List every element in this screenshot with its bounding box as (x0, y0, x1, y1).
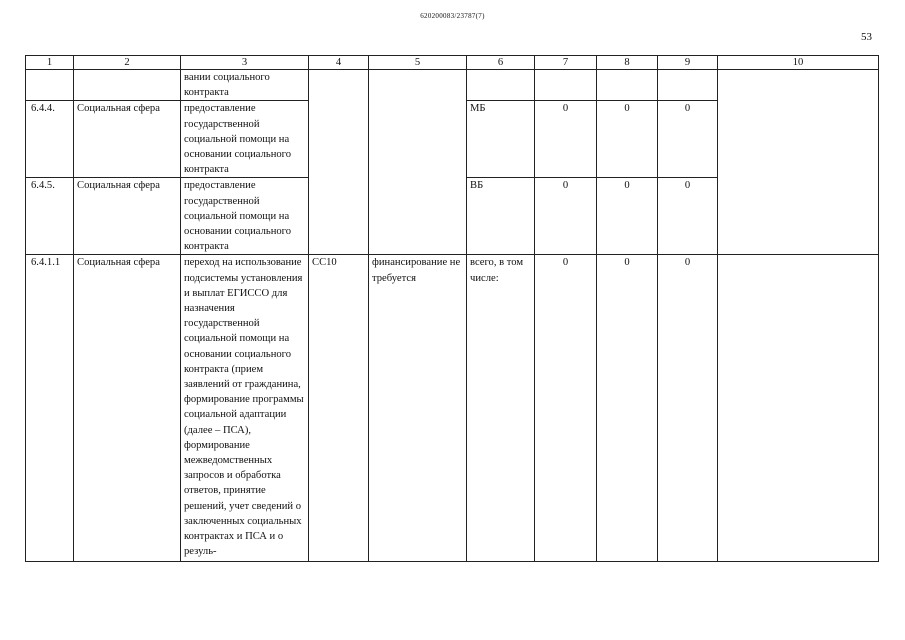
column-header: 2 (74, 56, 181, 70)
page-number: 53 (861, 31, 872, 43)
value-cell: 0 (658, 178, 718, 255)
code-cell: 6.4.4. (26, 101, 74, 178)
column-header: 10 (718, 56, 879, 70)
document-header-code: 620200083/23787(7) (420, 12, 485, 20)
note-cell (718, 70, 879, 101)
column-header: 3 (181, 56, 309, 70)
description-cell: вании социального контракта (181, 70, 309, 101)
indicator-cell (309, 101, 369, 178)
value-cell: 0 (597, 178, 658, 255)
value-cell: 0 (597, 101, 658, 178)
financing-cell: финансирование не требуется (369, 255, 467, 562)
value-cell (658, 70, 718, 101)
value-cell: 0 (535, 101, 597, 178)
financing-cell (369, 101, 467, 178)
financing-cell (369, 178, 467, 255)
value-cell (535, 70, 597, 101)
column-header: 7 (535, 56, 597, 70)
sphere-cell: Социальная сфера (74, 101, 181, 178)
column-number-row (26, 56, 879, 70)
column-header: 5 (369, 56, 467, 70)
indicator-cell (309, 178, 369, 255)
description-cell: предоставление государственной социальной помощи на основании социального контракта (181, 101, 309, 178)
financing-cell (369, 70, 467, 101)
column-header: 1 (26, 56, 74, 70)
table-row (26, 255, 879, 562)
note-cell (718, 255, 879, 562)
column-header: 8 (597, 56, 658, 70)
code-cell: 6.4.5. (26, 178, 74, 255)
value-cell: 0 (658, 101, 718, 178)
code-cell (26, 70, 74, 101)
value-cell: 0 (535, 255, 597, 562)
source-cell: МБ (467, 101, 535, 178)
code-cell: 6.4.1.1 (26, 255, 74, 562)
source-cell (467, 70, 535, 101)
indicator-cell (309, 70, 369, 101)
source-cell: всего, в том числе: (467, 255, 535, 562)
description-cell: переход на использование подсистемы установления и выплат ЕГИССО для назначения государственной социальной помощи на основании социального контракта (прием заявлений от гражданина, формирование программы социальной адаптации (далее – ПСА), формирование межведомственных запросов и обработка ответов, принятие решений, учет сведений о заключенных социальных контрактах и ПСА и о резуль- (181, 255, 309, 562)
value-cell (597, 70, 658, 101)
column-header: 4 (309, 56, 369, 70)
value-cell: 0 (597, 255, 658, 562)
description-cell: предоставление государственной социальной помощи на основании социального контракта (181, 178, 309, 255)
value-cell: 0 (658, 255, 718, 562)
note-cell (718, 178, 879, 255)
table-row (26, 101, 879, 178)
sphere-cell: Социальная сфера (74, 178, 181, 255)
note-cell (718, 101, 879, 178)
column-header: 9 (658, 56, 718, 70)
table-row-continuation (26, 70, 879, 101)
column-header: 6 (467, 56, 535, 70)
sphere-cell: Социальная сфера (74, 255, 181, 562)
value-cell: 0 (535, 178, 597, 255)
data-table (25, 55, 879, 562)
indicator-cell: СС10 (309, 255, 369, 562)
sphere-cell (74, 70, 181, 101)
source-cell: ВБ (467, 178, 535, 255)
table-row (26, 178, 879, 255)
